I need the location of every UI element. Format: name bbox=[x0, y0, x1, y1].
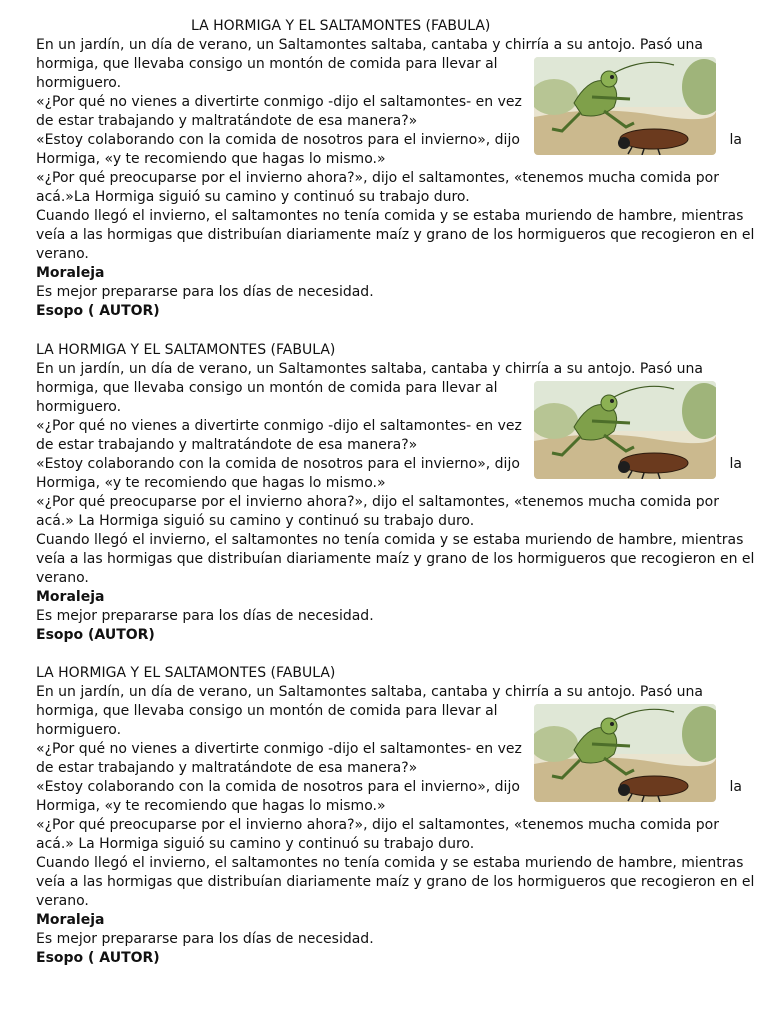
moral-heading: Moraleja bbox=[36, 912, 105, 928]
text-line: En un jardín, un día de verano, un Saltamontes saltaba, cantaba y chirría a su antojo. Pasó una bbox=[36, 684, 703, 700]
text-line: «Estoy colaborando con la comida de nosotros para el invierno», dijo bbox=[36, 456, 520, 472]
grasshopper-ant-illustration bbox=[534, 704, 716, 802]
text-line: hormiguero. bbox=[36, 75, 122, 91]
text-line: veía a las hormigas que distribuían diariamente maíz y grano de los hormigueros que recogieron en el bbox=[36, 551, 755, 567]
text-line: verano. bbox=[36, 246, 89, 262]
text-line: «¿Por qué no vienes a divertirte conmigo -dijo el saltamontes- en vez bbox=[36, 741, 522, 757]
text-line: Hormiga, «y te recomiendo que hagas lo mismo.» bbox=[36, 151, 386, 167]
author-line: Esopo ( AUTOR) bbox=[36, 950, 160, 966]
moral-heading: Moraleja bbox=[36, 589, 105, 605]
fable-title: LA HORMIGA Y EL SALTAMONTES (FABULA) bbox=[191, 18, 491, 34]
fable-title: LA HORMIGA Y EL SALTAMONTES (FABULA) bbox=[36, 342, 336, 358]
text-line: de estar trabajando y maltratándote de esa manera?» bbox=[36, 437, 418, 453]
text-line: acá.» La Hormiga siguió su camino y continuó su trabajo duro. bbox=[36, 513, 475, 529]
text-line: En un jardín, un día de verano, un Saltamontes saltaba, cantaba y chirría a su antojo. Pasó una bbox=[36, 37, 703, 53]
text-line: verano. bbox=[36, 893, 89, 909]
text-line: veía a las hormigas que distribuían diariamente maíz y grano de los hormigueros que recogieron en el bbox=[36, 874, 755, 890]
author-line: Esopo ( AUTOR) bbox=[36, 303, 160, 319]
text-line: «Estoy colaborando con la comida de nosotros para el invierno», dijo bbox=[36, 779, 520, 795]
text-line: Cuando llegó el invierno, el saltamontes no tenía comida y se estaba muriendo de hambre, mientras bbox=[36, 532, 744, 548]
grasshopper-ant-illustration bbox=[534, 57, 716, 155]
text-line: «¿Por qué preocuparse por el invierno ahora?», dijo el saltamontes, «tenemos mucha comida por bbox=[36, 817, 719, 833]
text-line: verano. bbox=[36, 570, 89, 586]
text-line: «¿Por qué no vienes a divertirte conmigo -dijo el saltamontes- en vez bbox=[36, 94, 522, 110]
text-line: «¿Por qué no vienes a divertirte conmigo -dijo el saltamontes- en vez bbox=[36, 418, 522, 434]
text-line: hormiga, que llevaba consigo un montón de comida para llevar al bbox=[36, 380, 498, 396]
text-line: de estar trabajando y maltratándote de esa manera?» bbox=[36, 760, 418, 776]
text-fragment-la: la bbox=[729, 779, 742, 795]
text-line: «¿Por qué preocuparse por el invierno ahora?», dijo el saltamontes, «tenemos mucha comida por bbox=[36, 170, 719, 186]
grasshopper-ant-illustration bbox=[534, 381, 716, 479]
text-line: acá.»La Hormiga siguió su camino y continuó su trabajo duro. bbox=[36, 189, 470, 205]
text-line: Hormiga, «y te recomiendo que hagas lo mismo.» bbox=[36, 475, 386, 491]
text-line: Cuando llegó el invierno, el saltamontes no tenía comida y se estaba muriendo de hambre, mientras bbox=[36, 208, 744, 224]
text-line: Hormiga, «y te recomiendo que hagas lo mismo.» bbox=[36, 798, 386, 814]
text-line: «Estoy colaborando con la comida de nosotros para el invierno», dijo bbox=[36, 132, 520, 148]
text-line: Cuando llegó el invierno, el saltamontes no tenía comida y se estaba muriendo de hambre, mientras bbox=[36, 855, 744, 871]
fable-block-3 bbox=[36, 664, 755, 974]
moral-text: Es mejor prepararse para los días de necesidad. bbox=[36, 931, 374, 947]
text-line: «¿Por qué preocuparse por el invierno ahora?», dijo el saltamontes, «tenemos mucha comida por bbox=[36, 494, 719, 510]
moral-text: Es mejor prepararse para los días de necesidad. bbox=[36, 284, 374, 300]
author-line: Esopo (AUTOR) bbox=[36, 627, 155, 643]
text-line: En un jardín, un día de verano, un Saltamontes saltaba, cantaba y chirría a su antojo. Pasó una bbox=[36, 361, 703, 377]
text-line: hormiguero. bbox=[36, 722, 122, 738]
text-line: hormiga, que llevaba consigo un montón de comida para llevar al bbox=[36, 703, 498, 719]
moral-heading: Moraleja bbox=[36, 265, 105, 281]
text-line: acá.» La Hormiga siguió su camino y continuó su trabajo duro. bbox=[36, 836, 475, 852]
text-line: hormiguero. bbox=[36, 399, 122, 415]
fable-title: LA HORMIGA Y EL SALTAMONTES (FABULA) bbox=[36, 665, 336, 681]
text-line: hormiga, que llevaba consigo un montón de comida para llevar al bbox=[36, 56, 498, 72]
text-line: de estar trabajando y maltratándote de esa manera?» bbox=[36, 113, 418, 129]
fable-block-2 bbox=[36, 341, 755, 651]
text-fragment-la: la bbox=[729, 132, 742, 148]
text-line: veía a las hormigas que distribuían diariamente maíz y grano de los hormigueros que recogieron en el bbox=[36, 227, 755, 243]
text-fragment-la: la bbox=[729, 456, 742, 472]
moral-text: Es mejor prepararse para los días de necesidad. bbox=[36, 608, 374, 624]
fable-block-1 bbox=[36, 17, 755, 327]
